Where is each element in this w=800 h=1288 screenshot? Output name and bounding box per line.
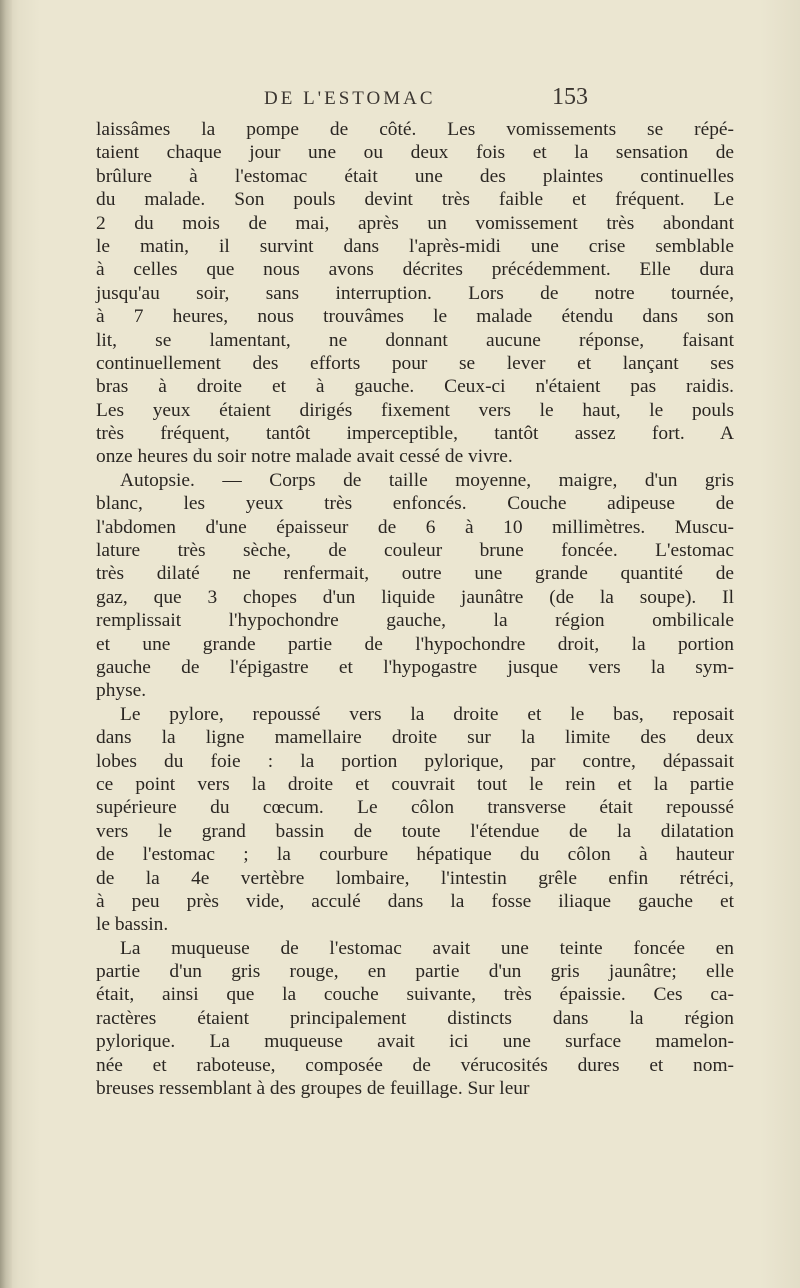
text-line: lature très sèche, de couleur brune foncée. L'estomac — [96, 540, 734, 562]
text-line: Les yeux étaient dirigés fixement vers le haut, le pouls — [96, 399, 734, 421]
page-binding-edge — [0, 0, 12, 1288]
text-line: à peu près vide, acculé dans la fosse iliaque gauche et — [96, 890, 734, 912]
text-line: lobes du foie : la portion pylorique, par contre, dépassait — [96, 750, 734, 772]
text-line: très dilaté ne renfermait, outre une grande quantité de — [96, 563, 734, 585]
text-line: gauche de l'épigastre et l'hypogastre jusque vers la sym- — [96, 656, 734, 678]
text-line: La muqueuse de l'estomac avait une teinte foncée en — [120, 937, 734, 959]
text-line: à celles que nous avons décrites précédemment. Elle dura — [96, 259, 734, 281]
running-title: DE L'ESTOMAC — [264, 88, 436, 109]
text-line: jusqu'au soir, sans interruption. Lors de notre tournée, — [96, 282, 734, 304]
text-line: très fréquent, tantôt imperceptible, tantôt assez fort. A — [96, 423, 734, 445]
text-line: le bassin. — [96, 914, 169, 936]
paragraph — [96, 703, 734, 937]
text-line: remplissait l'hypochondre gauche, la région ombilicale — [96, 610, 734, 632]
text-line: Le pylore, repoussé vers la droite et le bas, reposait — [120, 703, 734, 725]
text-line: de l'estomac ; la courbure hépatique du côlon à hauteur — [96, 844, 734, 866]
paragraph — [96, 937, 734, 1101]
text-line: lit, se lamentant, ne donnant aucune réponse, faisant — [96, 329, 734, 351]
text-line: née et raboteuse, composée de vérucosités dures et nom- — [96, 1054, 734, 1076]
text-line: ractères étaient principalement distincts dans la région — [96, 1007, 734, 1029]
text-line: du malade. Son pouls devint très faible et fréquent. Le — [96, 189, 734, 211]
text-line: à 7 heures, nous trouvâmes le malade étendu dans son — [96, 306, 734, 328]
text-line: pylorique. La muqueuse avait ici une surface mamelon- — [96, 1031, 734, 1053]
text-line: dans la ligne mamellaire droite sur la limite des deux — [96, 727, 734, 749]
body-text — [96, 118, 734, 1100]
text-line: et une grande partie de l'hypochondre droit, la portion — [96, 633, 734, 655]
text-line: supérieure du cœcum. Le côlon transverse était repoussé — [96, 797, 734, 819]
running-head — [250, 84, 650, 118]
text-line: onze heures du soir notre malade avait cessé de vivre. — [96, 446, 513, 468]
text-line: breuses ressemblant à des groupes de feuillage. Sur leur — [96, 1078, 530, 1100]
text-line: bras à droite et à gauche. Ceux-ci n'étaient pas raidis. — [96, 376, 734, 398]
text-line: physe. — [96, 680, 147, 702]
text-line: Autopsie. — Corps de taille moyenne, maigre, d'un gris — [120, 469, 734, 491]
text-line: était, ainsi que la couche suivante, très épaissie. Ces ca- — [96, 984, 734, 1006]
text-line: de la 4e vertèbre lombaire, l'intestin grêle enfin rétréci, — [96, 867, 734, 889]
text-line: ce point vers la droite et couvrait tout le rein et la partie — [96, 773, 734, 795]
text-line: vers le grand bassin de toute l'étendue de la dilatation — [96, 820, 734, 842]
text-line: brûlure à l'estomac était une des plaintes continuelles — [96, 165, 734, 187]
text-line: blanc, les yeux très enfoncés. Couche adipeuse de — [96, 493, 734, 515]
text-line: le matin, il survint dans l'après-midi une crise semblable — [96, 235, 734, 257]
text-line: continuellement des efforts pour se lever et lançant ses — [96, 352, 734, 374]
paragraph — [96, 469, 734, 703]
paragraph — [96, 118, 734, 469]
text-line: 2 du mois de mai, après un vomissement très abondant — [96, 212, 734, 234]
text-line: partie d'un gris rouge, en partie d'un gris jaunâtre; elle — [96, 961, 734, 983]
text-line: laissâmes la pompe de côté. Les vomissements se répé- — [96, 119, 734, 140]
text-line: l'abdomen d'une épaisseur de 6 à 10 millimètres. Muscu- — [96, 516, 734, 538]
page-number: 153 — [552, 84, 588, 110]
text-line: taient chaque jour une ou deux fois et la sensation de — [96, 142, 734, 164]
text-line: gaz, que 3 chopes d'un liquide jaunâtre (de la soupe). Il — [96, 586, 734, 608]
